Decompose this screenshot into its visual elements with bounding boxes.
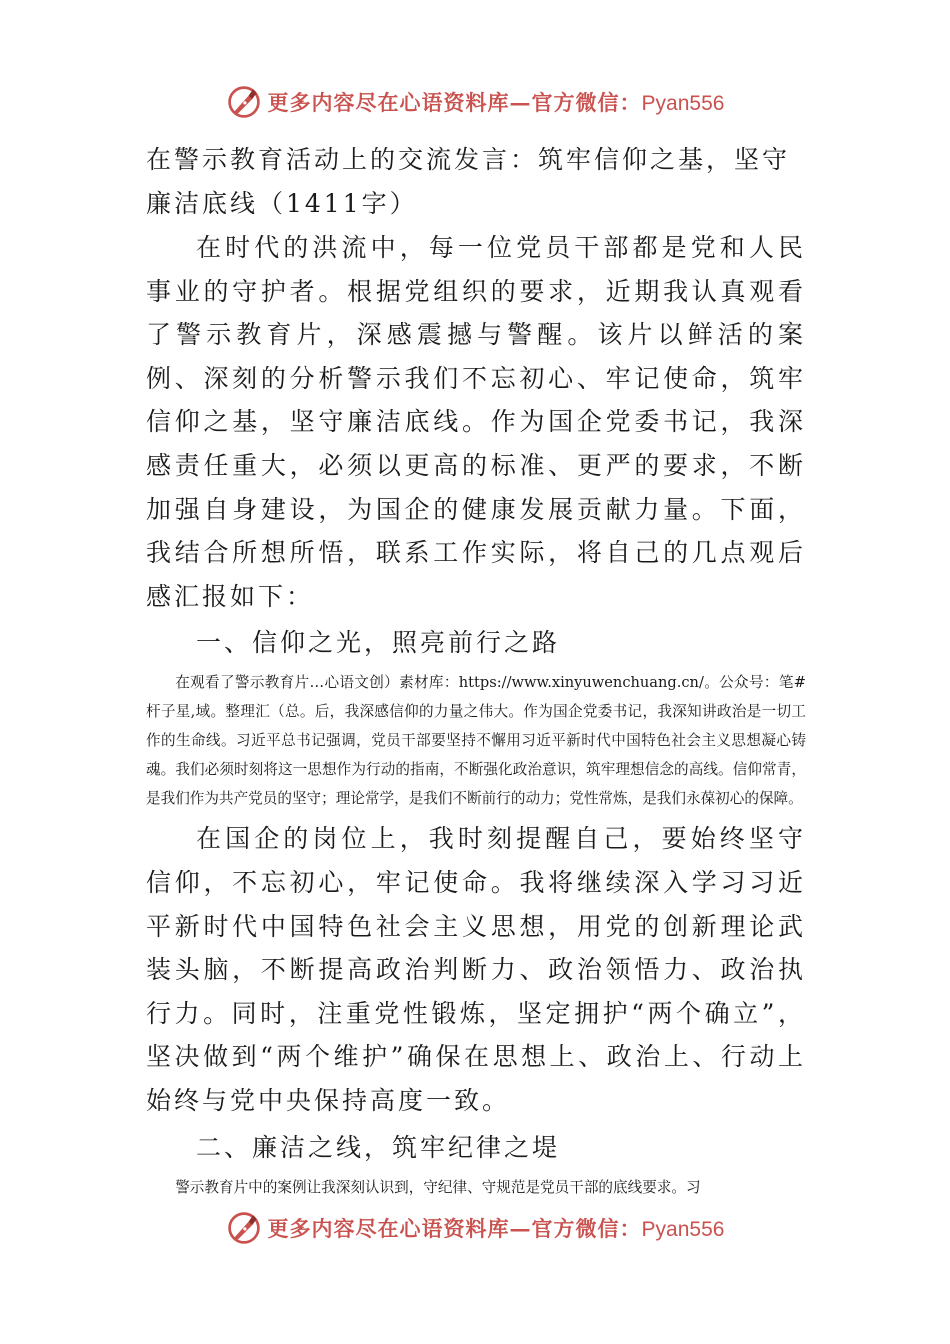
intro-paragraph: 在时代的洪流中，每一位党员干部都是党和人民事业的守护者。根据党组织的要求，近期我认真观看了警示教育片，深感震撼与警醒。该片以鲜活的案例、深刻的分析警示我们不忘初心、牢记使命，筑牢信仰之基，坚守廉洁底线。作为国企党委书记，我深感责任重大，必须以更高的标准、更严的要求，不断加强自身建设，为国企的健康发展贡献力量。下面，我结合所想所悟，联系工作实际，将自己的几点观后感汇报如下： [146,233,806,611]
section-1-heading: 一、信仰之光，照亮前行之路 [196,628,561,658]
section-2-heading: 二、廉洁之线，筑牢纪律之堤 [196,1132,561,1162]
pen-nib-logo-icon [226,1210,262,1246]
document-body [146,138,806,1202]
footer-banner [0,1208,950,1248]
wechat-id: Pyan556 [641,92,725,115]
pen-nib-logo-icon [226,84,262,120]
section-1-small-paragraph: 在观看了警示教育片…心语文创）素材库：https://www.xinyuwenchuang.cn/。公众号：笔#杆子星,域。整理汇（总。后，我深感信仰的力量之伟大。作为国企党委书记，我深知讲政治是一切工作的生命线。习近平总书记强调，党员干部要坚持不懈用习近平新时代中国特色社会主义思想凝心铸魂。我们必须时刻将这一思想作为行动的指南，不断强化政治意识，筑牢理想信念的高线。信仰常青，是我们作为共产党员的坚守；理论常学，是我们不断前行的动力；党性常炼，是我们永葆初心的保障。 [146,674,806,808]
banner-text: 更多内容尽在心语资料库—官方微信：Pyan556 [267,90,725,115]
wechat-id: Pyan556 [641,1218,725,1241]
banner-text: 更多内容尽在心语资料库—官方微信：Pyan556 [267,1216,725,1241]
header-banner [0,82,950,122]
section-1-paragraph: 在国企的岗位上，我时刻提醒自己，要始终坚守信仰，不忘初心，牢记使命。我将继续深入学习习近平新时代中国特色社会主义思想，用党的创新理论武装头脑，不断提高政治判断力、政治领悟力、政治执行力。同时，注重党性锻炼，坚定拥护“两个确立”，坚决做到“两个维护”确保在思想上、政治上、行动上始终与党中央保持高度一致。 [146,824,806,1115]
document-title: 在警示教育活动上的交流发言：筑牢信仰之基，坚守廉洁底线（1411字） [146,145,791,218]
section-2-small-paragraph: 警示教育片中的案例让我深刻认识到，守纪律、守规范是党员干部的底线要求。习 [175,1178,701,1196]
